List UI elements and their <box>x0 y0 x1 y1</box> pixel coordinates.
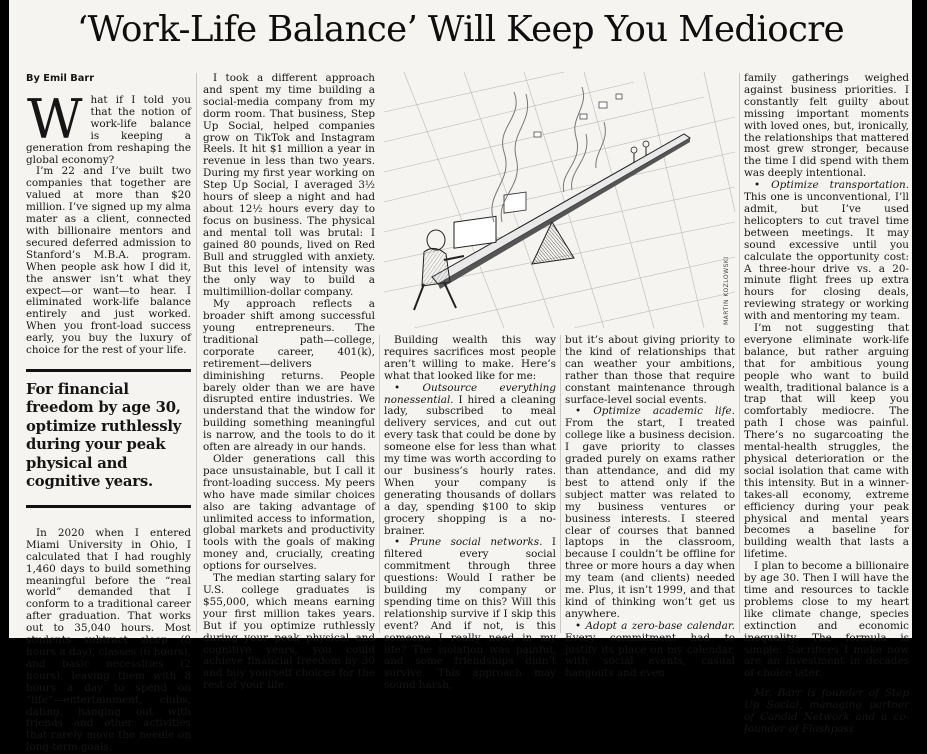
column-4 <box>565 334 735 680</box>
tip-text: This one is unconventional, I’ll admit, but I’ve used helicopters to cut travel time between meetings. It may sound excessive until you calculate the opportunity cost: A three-hour drive vs. a 20-minute flight frees up extra hours for closing deals, reviewing strategy or working with and mentoring my team. <box>744 191 909 323</box>
tip-text: From the start, I treated college like a business decision. I gave priority to classes graded purely on exams rather than attendance, and did my best to attend only if the subject matter was related to my business ventures or business interests. I steered clear of courses that banned laptops in the classroom, because I couldn’t be offline for three or more hours a day when my team (and clients) needed me. Plus, it isn’t 1999, and that kind of thinking won’t get us anywhere. <box>565 417 735 620</box>
tip-heading: • Optimize academic life. <box>575 405 735 418</box>
tip-heading: • Optimize transportation. <box>754 179 909 192</box>
paragraph: I’m not suggesting that everyone eliminate work-life balance, but rather arguing that for ambitious young people who want to build wealth, traditional balance is a trap that will keep you comfortably mediocre. The path I chose was painful. There’s no sugarcoating the mental-health struggles, the physical deterioration or the social isolation that came with this intensity. But in a winner-takes-all economy, extreme efficiency during your peak physical and mental years becomes a baseline for building wealth that lasts a lifetime. <box>744 322 909 561</box>
column-rule <box>196 73 197 633</box>
author-bio: Mr. Barr is founder of Step Up Social, managing partner of Candid Network and a co-founder of Flashpass. <box>744 687 909 735</box>
drop-cap: W <box>27 88 83 151</box>
column-rule <box>560 335 561 633</box>
paragraph <box>384 383 556 538</box>
column-rule <box>379 335 380 633</box>
illustration <box>384 72 735 328</box>
column-rule <box>739 73 740 633</box>
headline: ‘Work-Life Balance’ Will Keep You Mediocre <box>76 9 845 50</box>
desk-monitor <box>454 216 496 248</box>
pull-quote <box>26 369 191 508</box>
lead-paragraph <box>26 88 191 166</box>
tip-heading: • Prune social networks. <box>394 536 543 549</box>
paragraph: I’m 22 and I’ve built two companies that together are valued at more than $20 million. I’ve signed up my alma mater as a client, connected with billionaire mentors and secured deferred admission to Stanford’s M.B.A. program. When people ask how I did it, the answer isn’t what they expect—or want—to hear. I eliminated work-life balance entirely and just worked. When you front-load success early, you buy the luxury of choice for the rest of your life. <box>26 165 191 357</box>
column-1 <box>26 73 191 754</box>
tip-heading: • Adopt a zero-base calendar. <box>575 619 735 632</box>
plank-edge <box>438 138 690 289</box>
paragraph: Building wealth this way requires sacrifices most people aren’t willing to make. Here’s what that looked like for me: <box>384 334 556 382</box>
tip-text: I filtered every social commitment through three questions: Would I rather be building my company or spending time on this? Will this relationship survive if I skip this event? And if not, is this someone I really need in my life? The isolation was painful, and some friendships didn’t survive. This approach may sound harsh, <box>384 536 556 692</box>
paragraph: In 2020 when I entered Miami University in Ohio, I calculated that I had roughly 1,460 days to build something meaningful before the “real world” demanded that I conform to a traditional career after graduation. That works out to 35,040 hours. Most students subtract sleep (8 hours a day), classes (6 hours), and basic necessities (2 hours), leaving them with 8 hours a day to spend on “life”—entertainment, clubs, dating, hanging out with friends and other activities that rarely move the needle on long-term goals. <box>26 526 191 754</box>
paragraph: family gatherings weighed against business priorities. I constantly felt guilty about missing important moments with loved ones, but, ironically, the relationships that mattered most grew stronger, because the time I did spend with them was deeply intentional. <box>744 72 909 180</box>
paragraph: I plan to become a billionaire by age 30. Then I will have the time and resources to tackle problems close to my heart like climate change, species extinction and economic inequality. The formula is simple: Sacrifices I make now are an investment in decades of choice later. <box>744 560 909 680</box>
tip-text: I hired a cleaning lady, subscribed to meal delivery services, and cut out every task that could be done by someone else for less than what my time was worth according to our business’s hourly rates. When your company is generating thousands of dollars a day, spending $100 to skip grocery shopping is a no-brainer. <box>384 393 556 537</box>
paragraph: I took a different approach and spent my time building a social-media company from my dorm room. That business, Step Up Social, helped companies grow on TikTok and Instagram Reels. It hit $1 million a year in revenue in less than two years. During my first year working on Step Up Social, I averaged 3½ hours of sleep a night and had about 12½ hours every day to focus on business. The physical and mental toll was brutal: I gained 80 pounds, lived on Red Bull and struggled with anxiety. But this level of intensity was the only way to build a multimillion-dollar company. <box>203 72 375 299</box>
tip-text: Every commitment had to justify its place on my calendar, with social events, casual hangouts and even <box>565 631 735 680</box>
seesaw-illustration <box>384 72 735 328</box>
byline: By Emil Barr <box>26 73 95 84</box>
paragraph <box>565 621 735 681</box>
paragraph: My approach reflects a broader shift among successful young entrepreneurs. The traditional path—college, corporate career, 401(k), retirement—delivers diminishing returns. People barely older than we are have disrupted entire industries. We understand that the window for building something meaningful is narrow, and the tools to do it often are already in our hands. <box>203 298 375 454</box>
paragraph: but it’s about giving priority to the kind of relationships that can weather your ambitions, rather than those that require constant maintenance through surface-level social events. <box>565 334 735 406</box>
seesaw-plank <box>432 134 690 284</box>
illustration-credit: MARTIN KOZLOWSKI <box>723 256 730 325</box>
tip-heading: • Outsource everything nonessential. <box>384 381 556 406</box>
paragraph: The median starting salary for U.S. college graduates is $55,000, which means earning your first million takes years. But if you optimize ruthlessly during your peak physical and cognitive years, you could achieve financial freedom by 30 and buy yourself choices for the rest of your life. <box>203 572 375 692</box>
pull-quote-text: For financial freedom by age 30, optimize ruthlessly during your peak physical and cognitive years. <box>26 380 182 491</box>
column-2 <box>203 72 375 692</box>
paragraph <box>565 406 735 620</box>
floor-grid <box>384 72 735 328</box>
paragraph <box>384 537 556 692</box>
paragraph <box>744 180 909 323</box>
column-3 <box>384 334 556 692</box>
column-5 <box>744 72 909 735</box>
article-page <box>9 0 912 754</box>
paragraph: Older generations call this pace unsustainable, but I call it front-loading success. My peers who have made similar choices also are taking advantage of unlimited access to information, global markets and productivity tools with the goals of making money and, crucially, creating options for ourselves. <box>203 453 375 573</box>
lead-text: hat if I told you that the notion of work-life balance is keeping a generation from reshaping the global economy? <box>26 94 191 166</box>
